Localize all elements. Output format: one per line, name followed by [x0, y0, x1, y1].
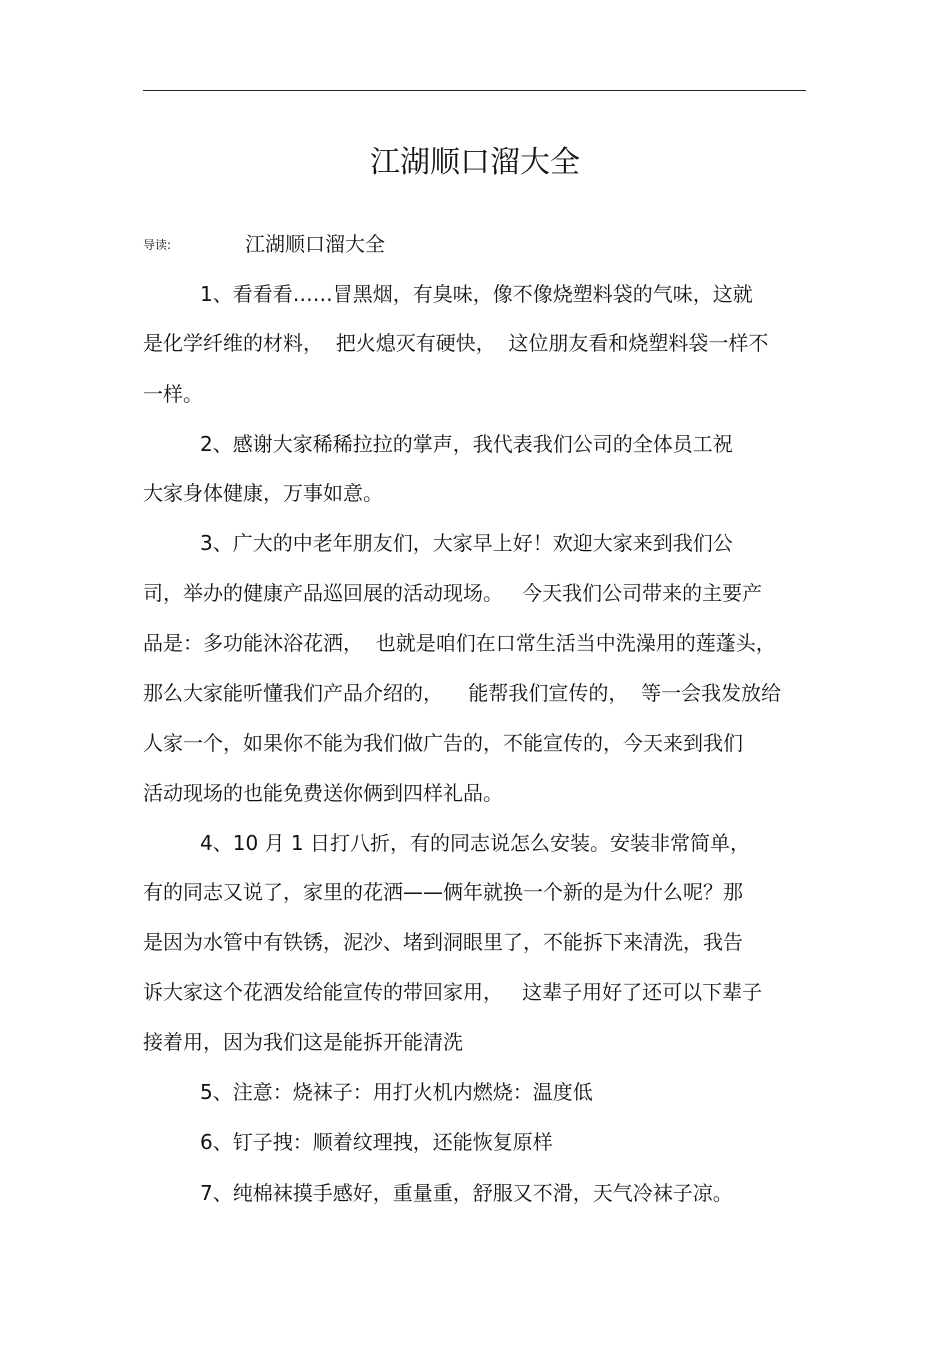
paragraph-line: 那么大家能听懂我们产品介绍的， 能帮我们宣传的， 等一会我发放给: [143, 681, 782, 705]
paragraph-line: 一样。: [143, 382, 203, 406]
paragraph-line: 7、纯棉袜摸手感好，重量重，舒服又不滑，天气冷袜子凉。: [200, 1181, 733, 1205]
paragraph-line: 是因为水管中有铁锈，泥沙、堵到洞眼里了，不能拆下来清洗，我告: [143, 930, 743, 954]
intro-label: 导读:: [143, 238, 172, 252]
paragraph-line: 有的同志又说了，家里的花洒——俩年就换一个新的是为什么呢？那: [143, 880, 743, 904]
paragraph-line: 品是：多功能沐浴花洒， 也就是咱们在口常生活当中洗澡用的莲蓬头，: [143, 631, 776, 655]
paragraph-line: 是化学纤维的材料， 把火熄灭有硬快， 这位朋友看和烧塑料袋一样不: [143, 331, 769, 355]
paragraph-line: 3、广大的中老年朋友们，大家早上好！欢迎大家来到我们公: [200, 531, 733, 555]
paragraph-line: 4、10 月 1 日打八折，有的同志说怎么安装。安装非常简单，: [200, 831, 750, 855]
paragraph-line: 人家一个，如果你不能为我们做广告的，不能宣传的，今天来到我们: [143, 731, 743, 755]
paragraph-line: 6、钉子拽：顺着纹理拽，还能恢复原样: [200, 1130, 553, 1154]
paragraph-line: 司，举办的健康产品巡回展的活动现场。 今天我们公司带来的主要产: [143, 581, 763, 605]
paragraph-line: 活动现场的也能免费送你俩到四样礼品。: [143, 781, 503, 805]
header-rule: [143, 90, 806, 91]
paragraph-line: 接着用，因为我们这是能拆开能清洗: [143, 1030, 463, 1054]
paragraph-line: 大家身体健康，万事如意。: [143, 481, 383, 505]
document-title: 江湖顺口溜大全: [370, 145, 580, 180]
paragraph-line: 诉大家这个花洒发给能宣传的带回家用， 这辈子用好了还可以下辈子: [143, 980, 763, 1004]
paragraph-line: 1、看看看……冒黑烟，有臭味，像不像烧塑料袋的气味，这就: [200, 282, 753, 306]
paragraph-line: 2、感谢大家稀稀拉拉的掌声，我代表我们公司的全体员工祝: [200, 432, 733, 456]
paragraph-line: 5、注意：烧袜子：用打火机内燃烧：温度低: [200, 1080, 593, 1104]
intro-title: 江湖顺口溜大全: [245, 232, 385, 256]
